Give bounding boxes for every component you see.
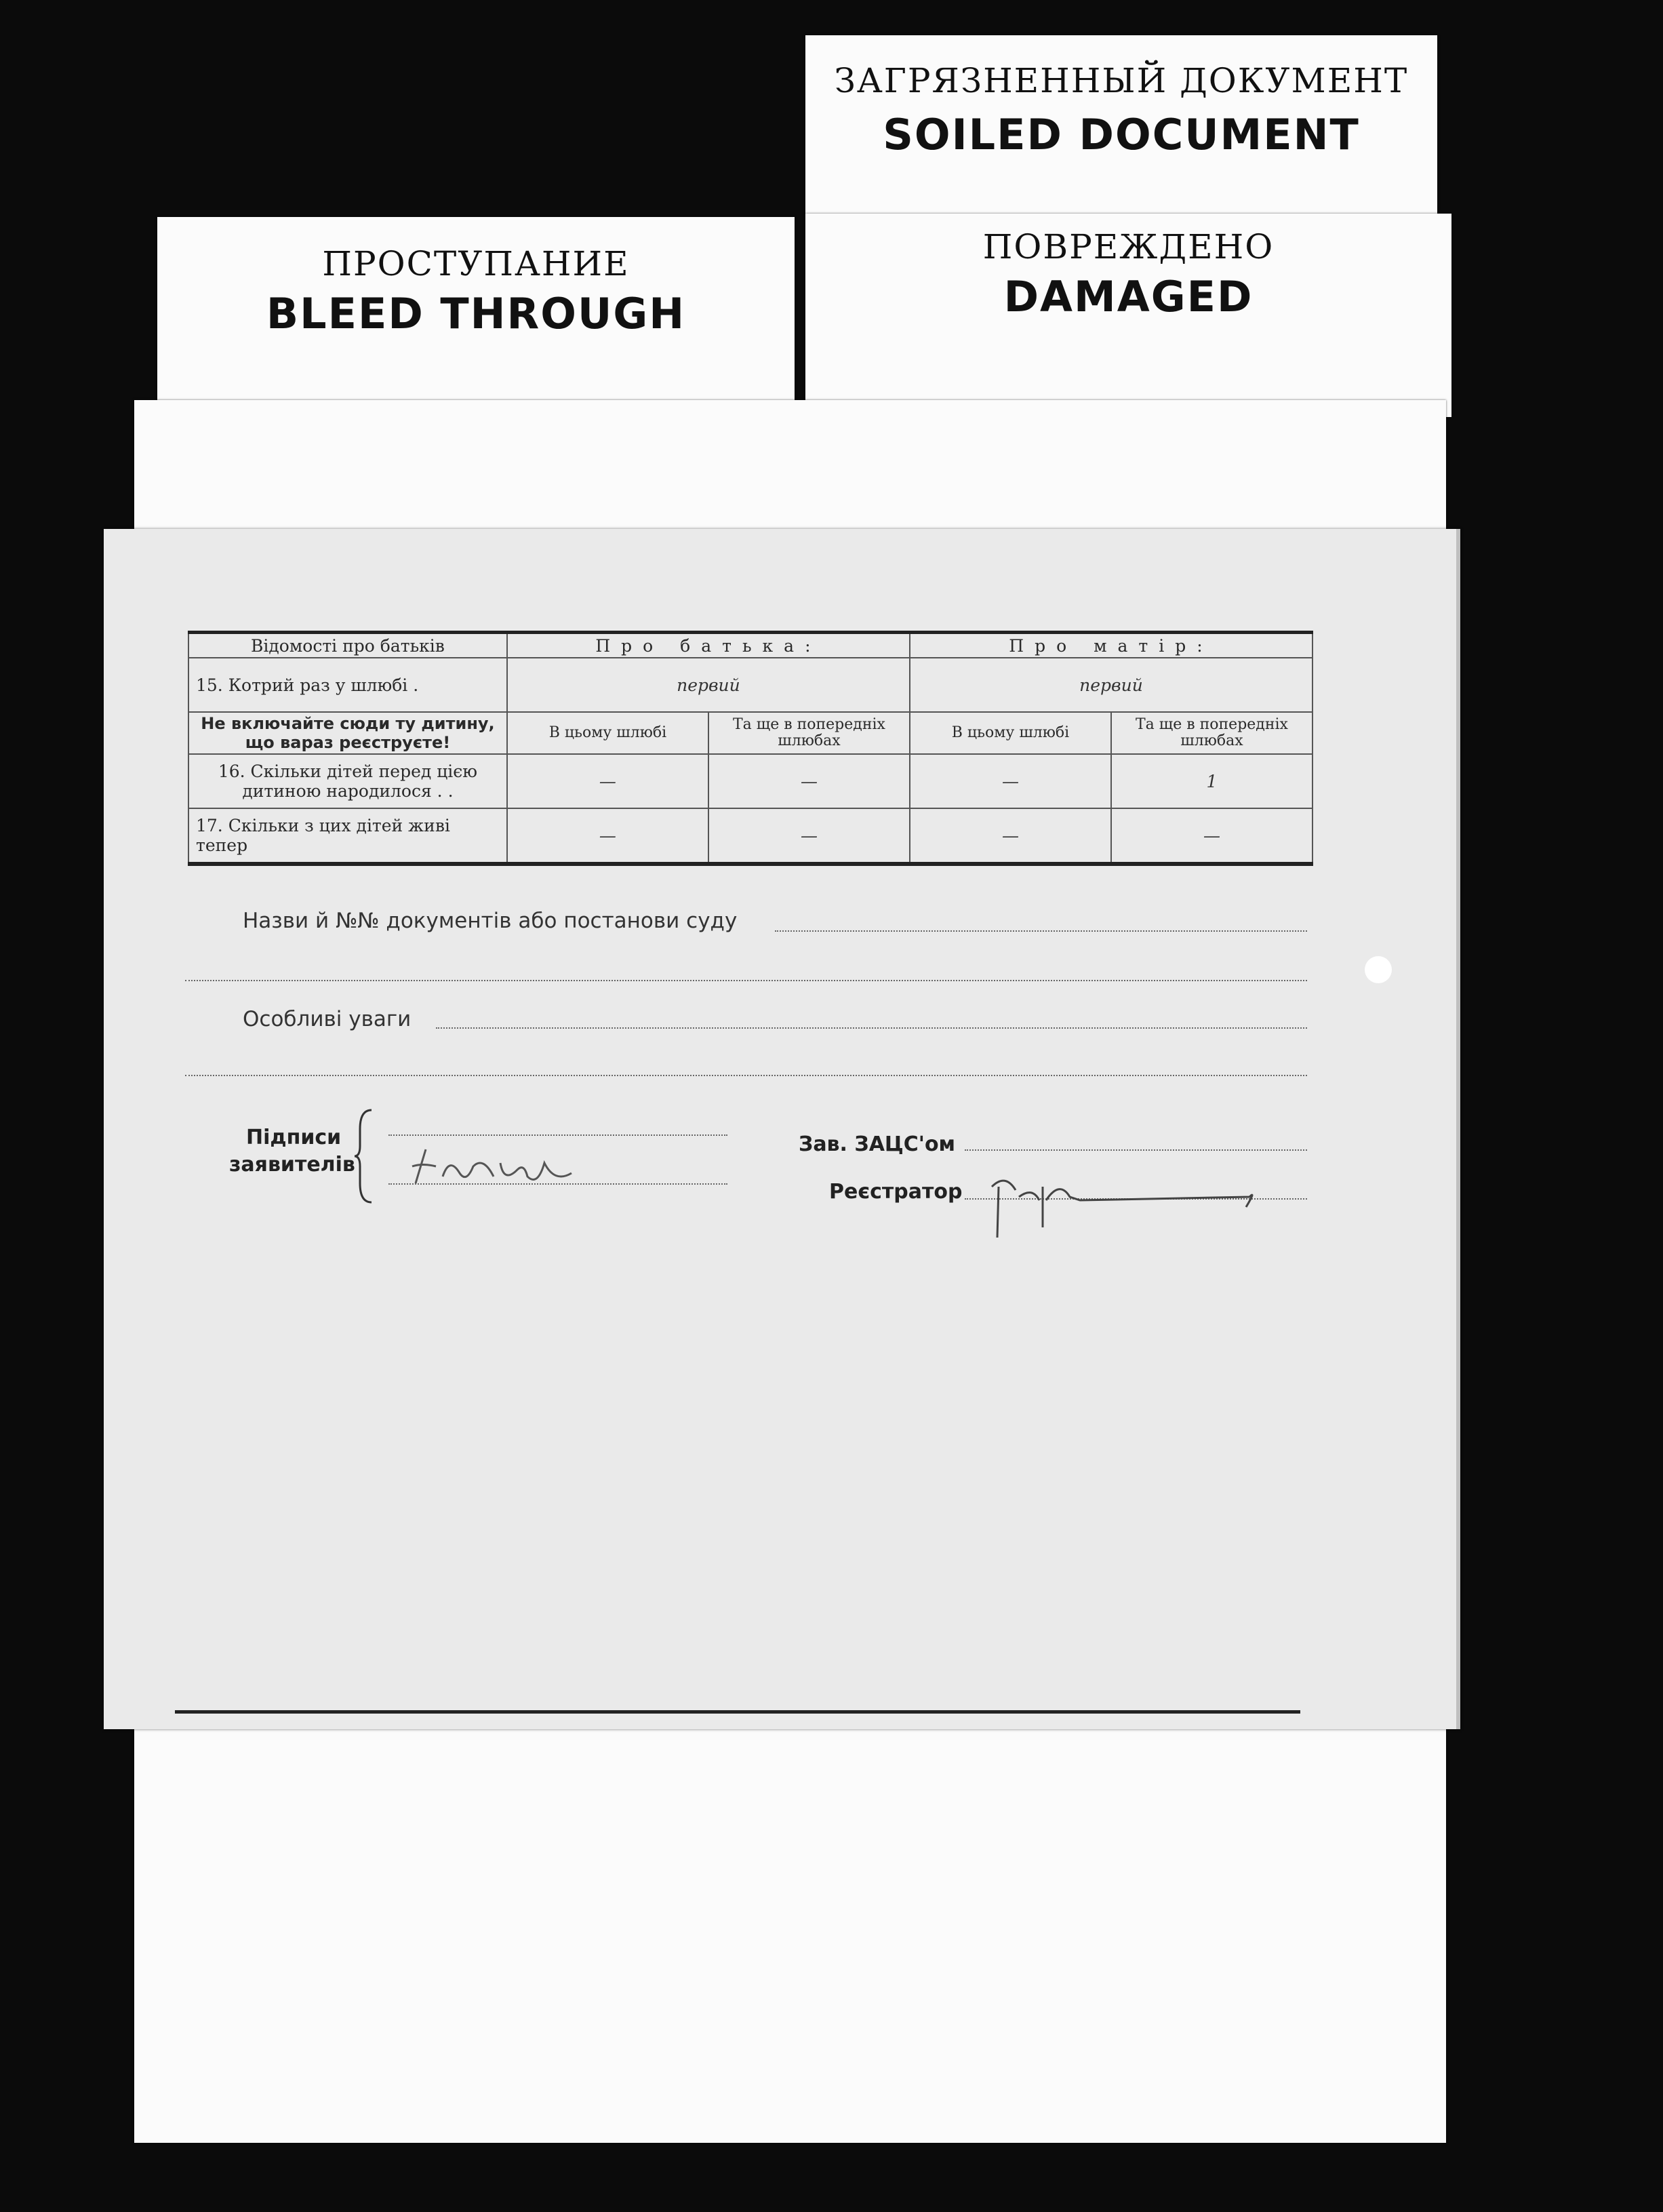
- row16-value-3: —: [910, 754, 1111, 808]
- soiled-label-en: SOILED DOCUMENT: [883, 110, 1360, 159]
- row15-label: 15. Котрий раз у шлюбі .: [188, 658, 507, 712]
- damaged-label-ru: ПОВРЕЖДЕНО: [982, 227, 1275, 266]
- subheader-mother-previous: Та ще в попередніх шлюбах: [1111, 712, 1313, 754]
- documents-label: Назви й №№ документів або постанови суду: [243, 909, 738, 933]
- table-row-16: [188, 754, 1313, 808]
- registration-form-card: [104, 529, 1460, 1729]
- parents-info-table: [188, 631, 1313, 866]
- registrar-label: Реєстратор: [829, 1180, 963, 1204]
- header-mother: Про матір:: [910, 633, 1313, 658]
- row15-mother-value: первий: [910, 658, 1313, 712]
- signatures-brace: [355, 1109, 375, 1204]
- zags-head-line: [965, 1149, 1307, 1151]
- subheader-mother-this: В цьому шлюбі: [910, 712, 1111, 754]
- row17-value-4: —: [1111, 808, 1313, 864]
- bleed-label-ru: ПРОСТУПАНИЕ: [322, 244, 630, 283]
- row16-value-4: 1: [1111, 754, 1313, 808]
- table-row-15: [188, 658, 1313, 712]
- documents-line-2: [185, 980, 1307, 981]
- row17-value-1: —: [507, 808, 708, 864]
- row15-father-value: первий: [507, 658, 910, 712]
- row17-value-3: —: [910, 808, 1111, 864]
- damaged-label-en: DAMAGED: [1003, 272, 1254, 321]
- header-father: Про батька:: [507, 633, 910, 658]
- soiled-label-ru: ЗАГРЯЗНЕННЫЙ ДОКУМЕНТ: [834, 61, 1409, 100]
- row16-value-2: —: [708, 754, 910, 808]
- table-row-17: [188, 808, 1313, 864]
- notes-line-2: [185, 1075, 1307, 1076]
- applicant-signature: [409, 1136, 585, 1197]
- table-subheader-row: [188, 712, 1313, 754]
- form-bottom-rule: [175, 1710, 1300, 1714]
- table-header-row: [188, 633, 1313, 658]
- notes-line-1: [436, 1027, 1307, 1029]
- soiled-document-tab: [805, 35, 1437, 218]
- subheader-father-previous: Та ще в попередніх шлюбах: [708, 712, 910, 754]
- zags-head-label: Зав. ЗАЦС'ом: [799, 1132, 956, 1156]
- damaged-tab: [805, 214, 1451, 417]
- row17-label: 17. Скільки з цих дітей живі тепер: [188, 808, 507, 864]
- row16-value-1: —: [507, 754, 708, 808]
- header-parents-info: Відомості про батьків: [188, 633, 507, 658]
- signatures-label-2: заявителів: [229, 1153, 355, 1177]
- subheader-father-this: В цьому шлюбі: [507, 712, 708, 754]
- punched-hole: [1365, 956, 1392, 983]
- notes-label: Особливі уваги: [243, 1007, 412, 1031]
- row16-label: 16. Скільки дітей перед цією дитиною народилося . .: [188, 754, 507, 808]
- bleed-label-en: BLEED THROUGH: [266, 289, 686, 338]
- row17-value-2: —: [708, 808, 910, 864]
- documents-line-1: [775, 930, 1307, 932]
- registrar-signature: [978, 1160, 1263, 1248]
- subheader-note: Не включайте сюди ту дитину, що вараз реєструєте!: [188, 712, 507, 754]
- bleed-through-tab: [157, 217, 795, 420]
- signatures-label-1: Підписи: [246, 1126, 342, 1149]
